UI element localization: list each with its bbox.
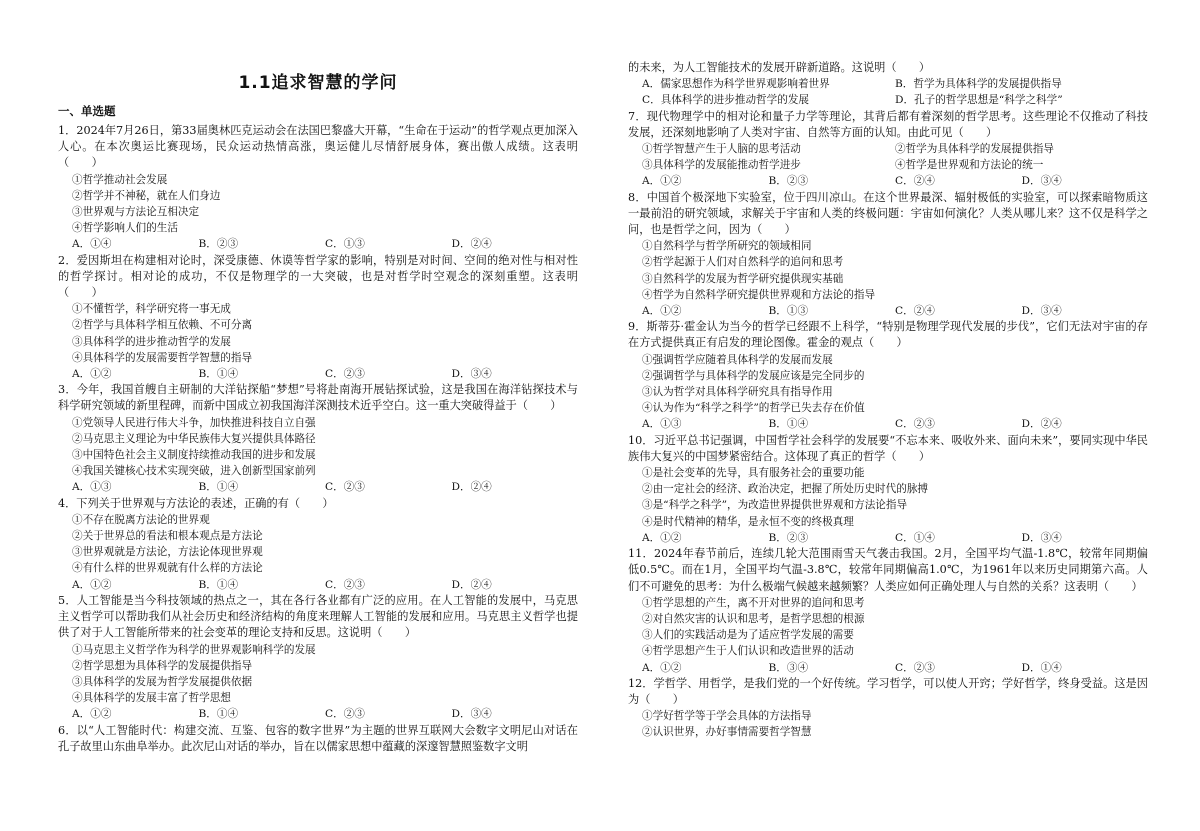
question-2: [58, 253, 578, 383]
question-stem: 10．习近平总书记强调，中国哲学社会科学的发展要“不忘本来、吸收外来、面向未来”，要同实现中华民族伟大复兴的中国梦紧密结合。这体现了真正的哲学（ ）: [628, 433, 1148, 463]
answer-b: B．①④: [768, 418, 809, 431]
question-10: [628, 433, 1148, 546]
option: ②关于世界总的看法和根本观点是方法论: [72, 530, 263, 543]
question-5: [58, 593, 578, 723]
option: ③是“科学之科学”，为改造世界提供世界观和方法论指导: [642, 499, 908, 512]
question-stem: 2．爱因斯坦在构建相对论时，深受康德、休谟等哲学家的影响，特别是对时间、空间的绝对性与相对性的哲学探讨。相对论的成功，不仅是物理学的一大突破，也是对哲学时空观念的深刻重塑。这表明（ ）: [58, 253, 578, 300]
answer-a: A．①③: [642, 418, 682, 431]
option: ④认为作为“科学之科学”的哲学已失去存在价值: [642, 402, 865, 415]
option: ①不存在脱离方法论的世界观: [72, 513, 210, 526]
right-column: [628, 60, 1148, 741]
question-1: [58, 123, 578, 253]
answer-choices: [58, 479, 578, 495]
answer-choices: [58, 236, 578, 252]
question-8: [628, 190, 1148, 320]
option: ①哲学推动社会发展: [72, 173, 168, 186]
answer-c: C．②③: [325, 578, 365, 591]
answer-b: B．②③: [768, 531, 809, 544]
answer-choices: [58, 577, 578, 593]
question-7: [628, 109, 1148, 190]
answer-d: D．②④: [1021, 418, 1062, 431]
option: ②哲学思想为具体科学的发展提供指导: [72, 659, 253, 672]
answer-c: C．②③: [895, 661, 935, 674]
page-title: 1.1追求智慧的学问: [238, 73, 398, 93]
answer-a: A．①②: [72, 708, 112, 721]
answer-choices: [58, 706, 578, 722]
option: ②哲学为具体科学的发展提供指导: [895, 143, 1054, 156]
option: ④我国关键核心技术实现突破，进入创新型国家前列: [72, 465, 316, 478]
answer-a: A．①②: [642, 305, 682, 318]
option: ③具体科学的发展为哲学发展提供依据: [72, 675, 253, 688]
question-6-continued: [628, 60, 1148, 109]
question-stem: 12．学哲学、用哲学，是我们党的一个好传统。学习哲学，可以使人开窍；学好哲学，终身受益。这是因为（ ）: [628, 676, 1148, 706]
answer-a: A．①②: [642, 531, 682, 544]
answer-c: C．②③: [325, 481, 365, 494]
answer-d: D．②④: [451, 481, 492, 494]
option: ①哲学智慧产生于人脑的思考活动: [642, 143, 801, 156]
answer-c: C．②③: [325, 368, 365, 381]
left-column: [58, 60, 578, 755]
section-heading: 一、单选题: [58, 104, 116, 118]
option: ③认为哲学对具体科学研究具有指导作用: [642, 386, 833, 399]
option: ④具体科学的发展丰富了哲学思想: [72, 692, 231, 705]
answer-a: A．①②: [72, 368, 112, 381]
option: ②哲学起源于人们对自然科学的追问和思考: [642, 256, 844, 269]
answer-b: B．①④: [198, 708, 239, 721]
answer-c: C．具体科学的进步推动哲学的发展: [642, 94, 810, 107]
option: ①马克思主义哲学作为科学的世界观影响科学的发展: [72, 643, 316, 656]
option: ①强调哲学应随着具体科学的发展而发展: [642, 353, 833, 366]
answer-d: D．③④: [451, 708, 492, 721]
question-stem: 的未来，为人工智能技术的发展开辟新道路。这说明（ ）: [628, 61, 931, 74]
answer-a: A．①②: [642, 661, 682, 674]
answer-choices: [628, 660, 1148, 676]
answer-b: B．②③: [198, 238, 239, 251]
question-stem: 6．以“人工智能时代：构建交流、互鉴、包容的数字世界”为主题的世界互联网大会数字文明尼山对话在孔子故里山东曲阜举办。此次尼山对话的举办，旨在以儒家思想中蕴藏的深邃智慧照鉴数字文明: [58, 723, 578, 753]
answer-b: B．①④: [198, 578, 239, 591]
answer-a: A．①②: [72, 578, 112, 591]
option: ③世界观就是方法论，方法论体现世界观: [72, 546, 263, 559]
answer-choices: [628, 76, 1148, 92]
answer-b: B．①④: [198, 368, 239, 381]
question-3: [58, 382, 578, 495]
answer-choices: [628, 92, 1148, 108]
option: ①自然科学与哲学所研究的领域相同: [642, 240, 812, 253]
option: ③人们的实践活动是为了适应哲学发展的需要: [642, 629, 854, 642]
option: ②马克思主义理论为中华民族伟大复兴提供具体路径: [72, 432, 316, 445]
answer-c: C．②④: [895, 305, 935, 318]
question-stem: 7．现代物理学中的相对论和量子力学等理论，其背后都有着深刻的哲学思考。这些理论不仅推动了科技发展，还深刻地影响了人类对宇宙、自然等方面的认知。由此可见（ ）: [628, 109, 1148, 139]
answer-c: C．①③: [325, 238, 365, 251]
answer-d: D．孔子的哲学思想是“科学之科学”: [895, 94, 1063, 107]
answer-choices: [628, 416, 1148, 432]
option: ①党领导人民进行伟大斗争，加快推进科技自立自强: [72, 416, 316, 429]
option: ②哲学与具体科学相互依赖、不可分离: [72, 319, 253, 332]
option: ①不懂哲学，科学研究将一事无成: [72, 303, 231, 316]
question-11: [628, 546, 1148, 676]
answer-b: B．②③: [768, 175, 809, 188]
question-6: [58, 723, 578, 755]
answer-d: D．③④: [1021, 175, 1062, 188]
option-row: [628, 141, 1148, 157]
option: ①学好哲学等于学会具体的方法指导: [642, 710, 812, 723]
answer-b: B．①④: [198, 481, 239, 494]
answer-d: D．②④: [451, 238, 492, 251]
option: ④哲学影响人们的生活: [72, 222, 178, 235]
answer-b: B．③④: [768, 661, 809, 674]
option: ②对自然灾害的认识和思考，是哲学思想的根源: [642, 612, 865, 625]
answer-choices: [628, 530, 1148, 546]
answer-a: A．①④: [72, 238, 112, 251]
answer-d: D．②④: [451, 578, 492, 591]
question-4: [58, 496, 578, 593]
option: ③中国特色社会主义制度持续推动我国的进步和发展: [72, 449, 316, 462]
question-stem: 3．今年，我国首艘自主研制的大洋钻探船“梦想”号将赴南海开展钻探试验，这是我国在海洋钻探技术与科学研究领域的新里程碑，而新中国成立初我国海洋深测技术近乎空白。这一重大突破得益于（ ）: [58, 383, 578, 413]
question-stem: 8．中国首个极深地下实验室，位于四川凉山。在这个世界最深、辐射极低的实验室，可以探索暗物质这一最前沿的研究领域，求解关于宇宙和人类的终极问题：宇宙如何演化？人类从哪儿来？这不仅是科学之问，也是哲学之问，因为（ ）: [628, 190, 1148, 237]
answer-b: B．①③: [768, 305, 809, 318]
answer-d: D．③④: [1021, 531, 1062, 544]
option: ②由一定社会的经济、政治决定，把握了所处历史时代的脉搏: [642, 483, 929, 496]
answer-c: C．②④: [895, 175, 935, 188]
option: ④哲学是世界观和方法论的统一: [895, 159, 1044, 172]
answer-a: A．儒家思想作为科学世界观影响着世界: [642, 78, 830, 91]
option: ④哲学思想产生于人们认识和改造世界的活动: [642, 645, 854, 658]
answer-d: D．①④: [1021, 661, 1062, 674]
question-stem: 11．2024年春节前后，连续几轮大范围雨雪天气袭击我国。2月，全国平均气温-1.8℃，较常年同期偏低0.5℃。而在1月，全国平均气温-3.8℃，较常年同期偏高1.0℃，为1961年以来历史同期第六高。人们不可避免的思考：为什么极端气候越来越频繁？人类应如何正确处理人与自然的关系？这表明（ ）: [628, 547, 1148, 593]
option: ④具体科学的发展需要哲学智慧的指导: [72, 351, 253, 364]
option: ③具体科学的进步推动哲学的发展: [72, 335, 231, 348]
question-stem: 9．斯蒂芬·霍金认为当今的哲学已经跟不上科学，“特别是物理学现代发展的步伐”，它们无法对宇宙的存在方式提供真正有启发的理论图像。霍金的观点（ ）: [628, 320, 1148, 350]
answer-a: A．①③: [72, 481, 112, 494]
option: ④是时代精神的精华，是永恒不变的终极真理: [642, 515, 854, 528]
option: ①哲学思想的产生，离不开对世界的追问和思考: [642, 596, 865, 609]
option: ②认识世界，办好事情需要哲学智慧: [642, 726, 812, 739]
answer-choices: [58, 366, 578, 382]
answer-d: D．③④: [451, 368, 492, 381]
question-12: [628, 676, 1148, 741]
question-stem: 1．2024年7月26日，第33届奥林匹克运动会在法国巴黎盛大开幕，“生命在于运动”的哲学观点更加深入人心。在本次奥运比赛现场，民众运动热情高涨，奥运健儿尽情舒展身体，赛出傲人成绩。这表明（ ）: [58, 124, 578, 170]
option: ④哲学为自然科学研究提供世界观和方法论的指导: [642, 288, 876, 301]
answer-choices: [628, 303, 1148, 319]
option: ①是社会变革的先导，具有服务社会的重要功能: [642, 467, 865, 480]
question-9: [628, 319, 1148, 432]
option: ③自然科学的发展为哲学研究提供现实基础: [642, 272, 844, 285]
option: ③具体科学的发展能推动哲学进步: [642, 159, 801, 172]
answer-c: C．①④: [895, 531, 935, 544]
answer-choices: [628, 173, 1148, 189]
answer-c: C．②③: [325, 708, 365, 721]
answer-d: D．③④: [1021, 305, 1062, 318]
option: ②强调哲学与具体科学的发展应该是完全同步的: [642, 369, 865, 382]
option-row: [628, 157, 1148, 173]
answer-b: B．哲学为具体科学的发展提供指导: [895, 78, 1062, 91]
answer-c: C．②③: [895, 418, 935, 431]
answer-a: A．①②: [642, 175, 682, 188]
question-stem: 5．人工智能是当今科技领域的热点之一，其在各行各业都有广泛的应用。在人工智能的发展中，马克思主义哲学可以帮助我们从社会历史和经济结构的角度来理解人工智能的发展和应用。马克思主义哲学也提供了对于人工智能所带来的社会变革的理论支持和反思。这说明（ ）: [58, 593, 578, 640]
question-stem: 4．下列关于世界观与方法论的表述，正确的有（ ）: [58, 496, 334, 510]
option: ④有什么样的世界观就有什么样的方法论: [72, 562, 263, 575]
option: ②哲学并不神秘，就在人们身边: [72, 189, 221, 202]
option: ③世界观与方法论互相决定: [72, 206, 200, 219]
